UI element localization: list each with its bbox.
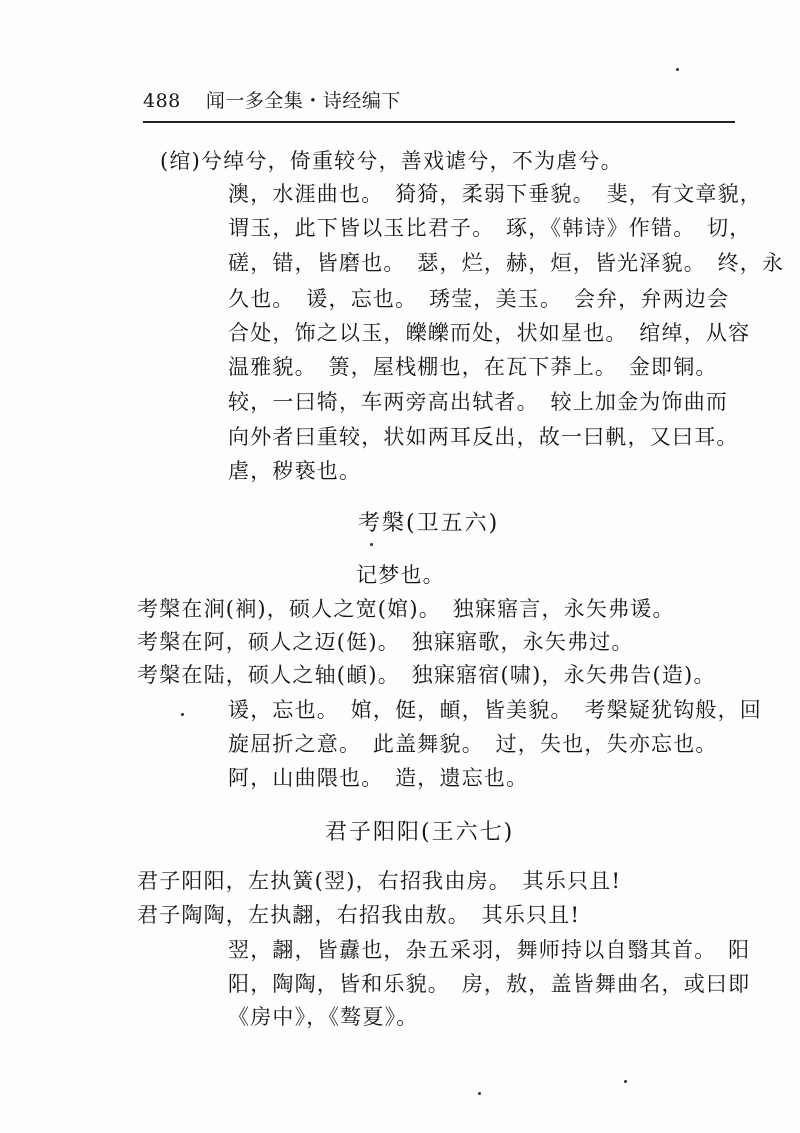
verse-line: 考槃在陆，硕人之轴(頔)。 独寐寤宿(啸)，永矢弗告(造)。 [137,663,716,687]
note-line: 翌，翿，皆纛也，杂五采羽，舞师持以自翳其首。 阳 [228,938,751,962]
scan-speck [478,1092,481,1095]
header-rule [143,121,735,123]
note-line: 温雅貌。 箦，屋栈棚也，在瓦下莽上。 金即铜。 [228,355,718,379]
note-line: 阳，陶陶，皆和乐貌。 房，敖，盖皆舞曲名，或曰即 [228,972,751,996]
note-line: 旋屈折之意。 此盖舞貌。 过，失也，失亦忘也。 [228,732,718,756]
note-line: 谓玉，此下皆以玉比君子。 琢，《韩诗》作错。 切， [228,216,752,240]
note-line: 《房中》，《骜夏》。 [228,1005,419,1029]
scan-speck [624,1080,627,1083]
scan-speck [181,713,184,716]
book-title: 闻一多全集・诗经编下 [205,90,401,112]
scan-speck [370,543,373,546]
note-line: 较，一曰犄，车两旁高出轼者。 较上加金为饰曲而 [228,390,729,414]
page-number: 488 [143,90,181,112]
verse-line: (绾)兮绰兮，倚重较兮，善戏谑兮，不为虐兮。 [160,149,623,173]
verse-line: 君子阳阳，左执簧(翌)，右招我由房。 其乐只且! [137,869,622,893]
running-header [143,86,401,113]
poem-preface: 记梦也。 [356,563,445,587]
note-line: 向外者曰重较，状如两耳反出，故一曰軓，又曰耳。 [228,425,739,449]
note-line: 阿，山曲隈也。 造，遗忘也。 [228,766,529,790]
scan-speck [676,68,679,71]
verse-line: 考槃在涧(裥)，硕人之宽(婠)。 独寐寤言，永矢弗谖。 [137,597,675,621]
poem-title: 考槃(卫五六) [358,511,500,536]
note-line: 谖，忘也。 婠，侹，頔，皆美貌。 考槃疑犹钩般，回 [228,698,762,722]
note-line: 合处，饰之以玉，皪皪而处，状如星也。 绾绰，从容 [228,321,751,345]
verse-line: 考槃在阿，硕人之迈(侹)。 独寐寤歌，永矢弗过。 [137,630,634,654]
note-line: 虐，秽亵也。 [228,459,362,483]
verse-line: 君子陶陶，左执翿，右招我由敖。 其乐只且! [137,903,581,927]
note-line: 久也。 谖，忘也。 琇莹，美玉。 会弁，弁两边会 [228,287,730,311]
note-line: 磋，错，皆磨也。 瑟，烂，赫，烜，皆光泽貌。 终，永 [228,251,785,275]
poem-title: 君子阳阳(王六七) [325,820,515,845]
note-line: 澳，水涯曲也。 猗猗，柔弱下垂貌。 斐，有文章貌， [228,182,762,206]
